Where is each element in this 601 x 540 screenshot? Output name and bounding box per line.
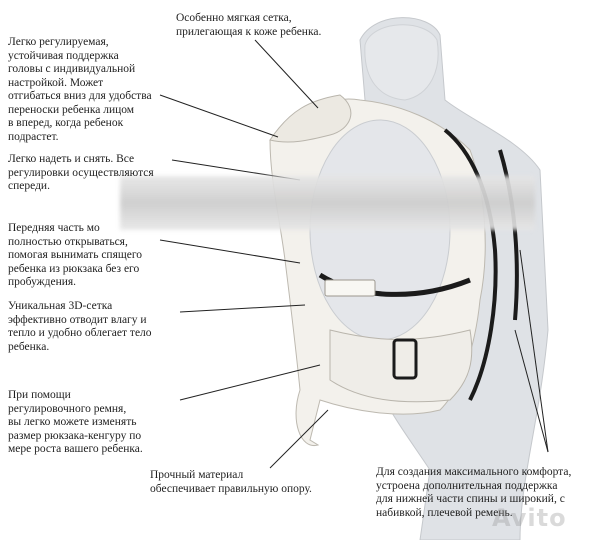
callout-front-open: Передняя часть мо полностью открываться, помогая вынимать спящего ребенка из рюкзака без его пробуждения. [8,222,143,288]
side-buckle [325,280,375,296]
callout-adjust-strap: При помощи регулировочного ремня, вы легко можете изменять размер рюкзака-кенгуру по мере роста вашего ребенка. [8,389,143,455]
callout-mesh: Особенно мягкая сетка, прилегающая к коже ребенка. [176,12,322,38]
callout-head-support: Легко регулируемая, устойчивая поддержка головы с индивидуальной настройкой. Может отгибаться вниз для удобства переноски ребенка лицом в вперед, когда ребенок подрастет. [8,36,152,143]
callout-comfort: Для создания максимального комфорта, устроена дополнительная поддержка для нижней части спины и широкий, с набивкой, плечевой ремень. [376,466,572,519]
callout-3d-mesh: Уникальная 3D-сетка эффективно отводит влагу и тепло и удобно облегает тело ребенка. [8,300,152,353]
redaction-blur [120,176,535,230]
callout-easy-adjust: Легко надеть и снять. Все регулировки осуществляются спереди. [8,153,154,192]
callout-material: Прочный материал обеспечивает правильную опору. [150,469,312,495]
mesh-panel [310,120,450,340]
avito-watermark-icon: Avito [492,504,567,532]
